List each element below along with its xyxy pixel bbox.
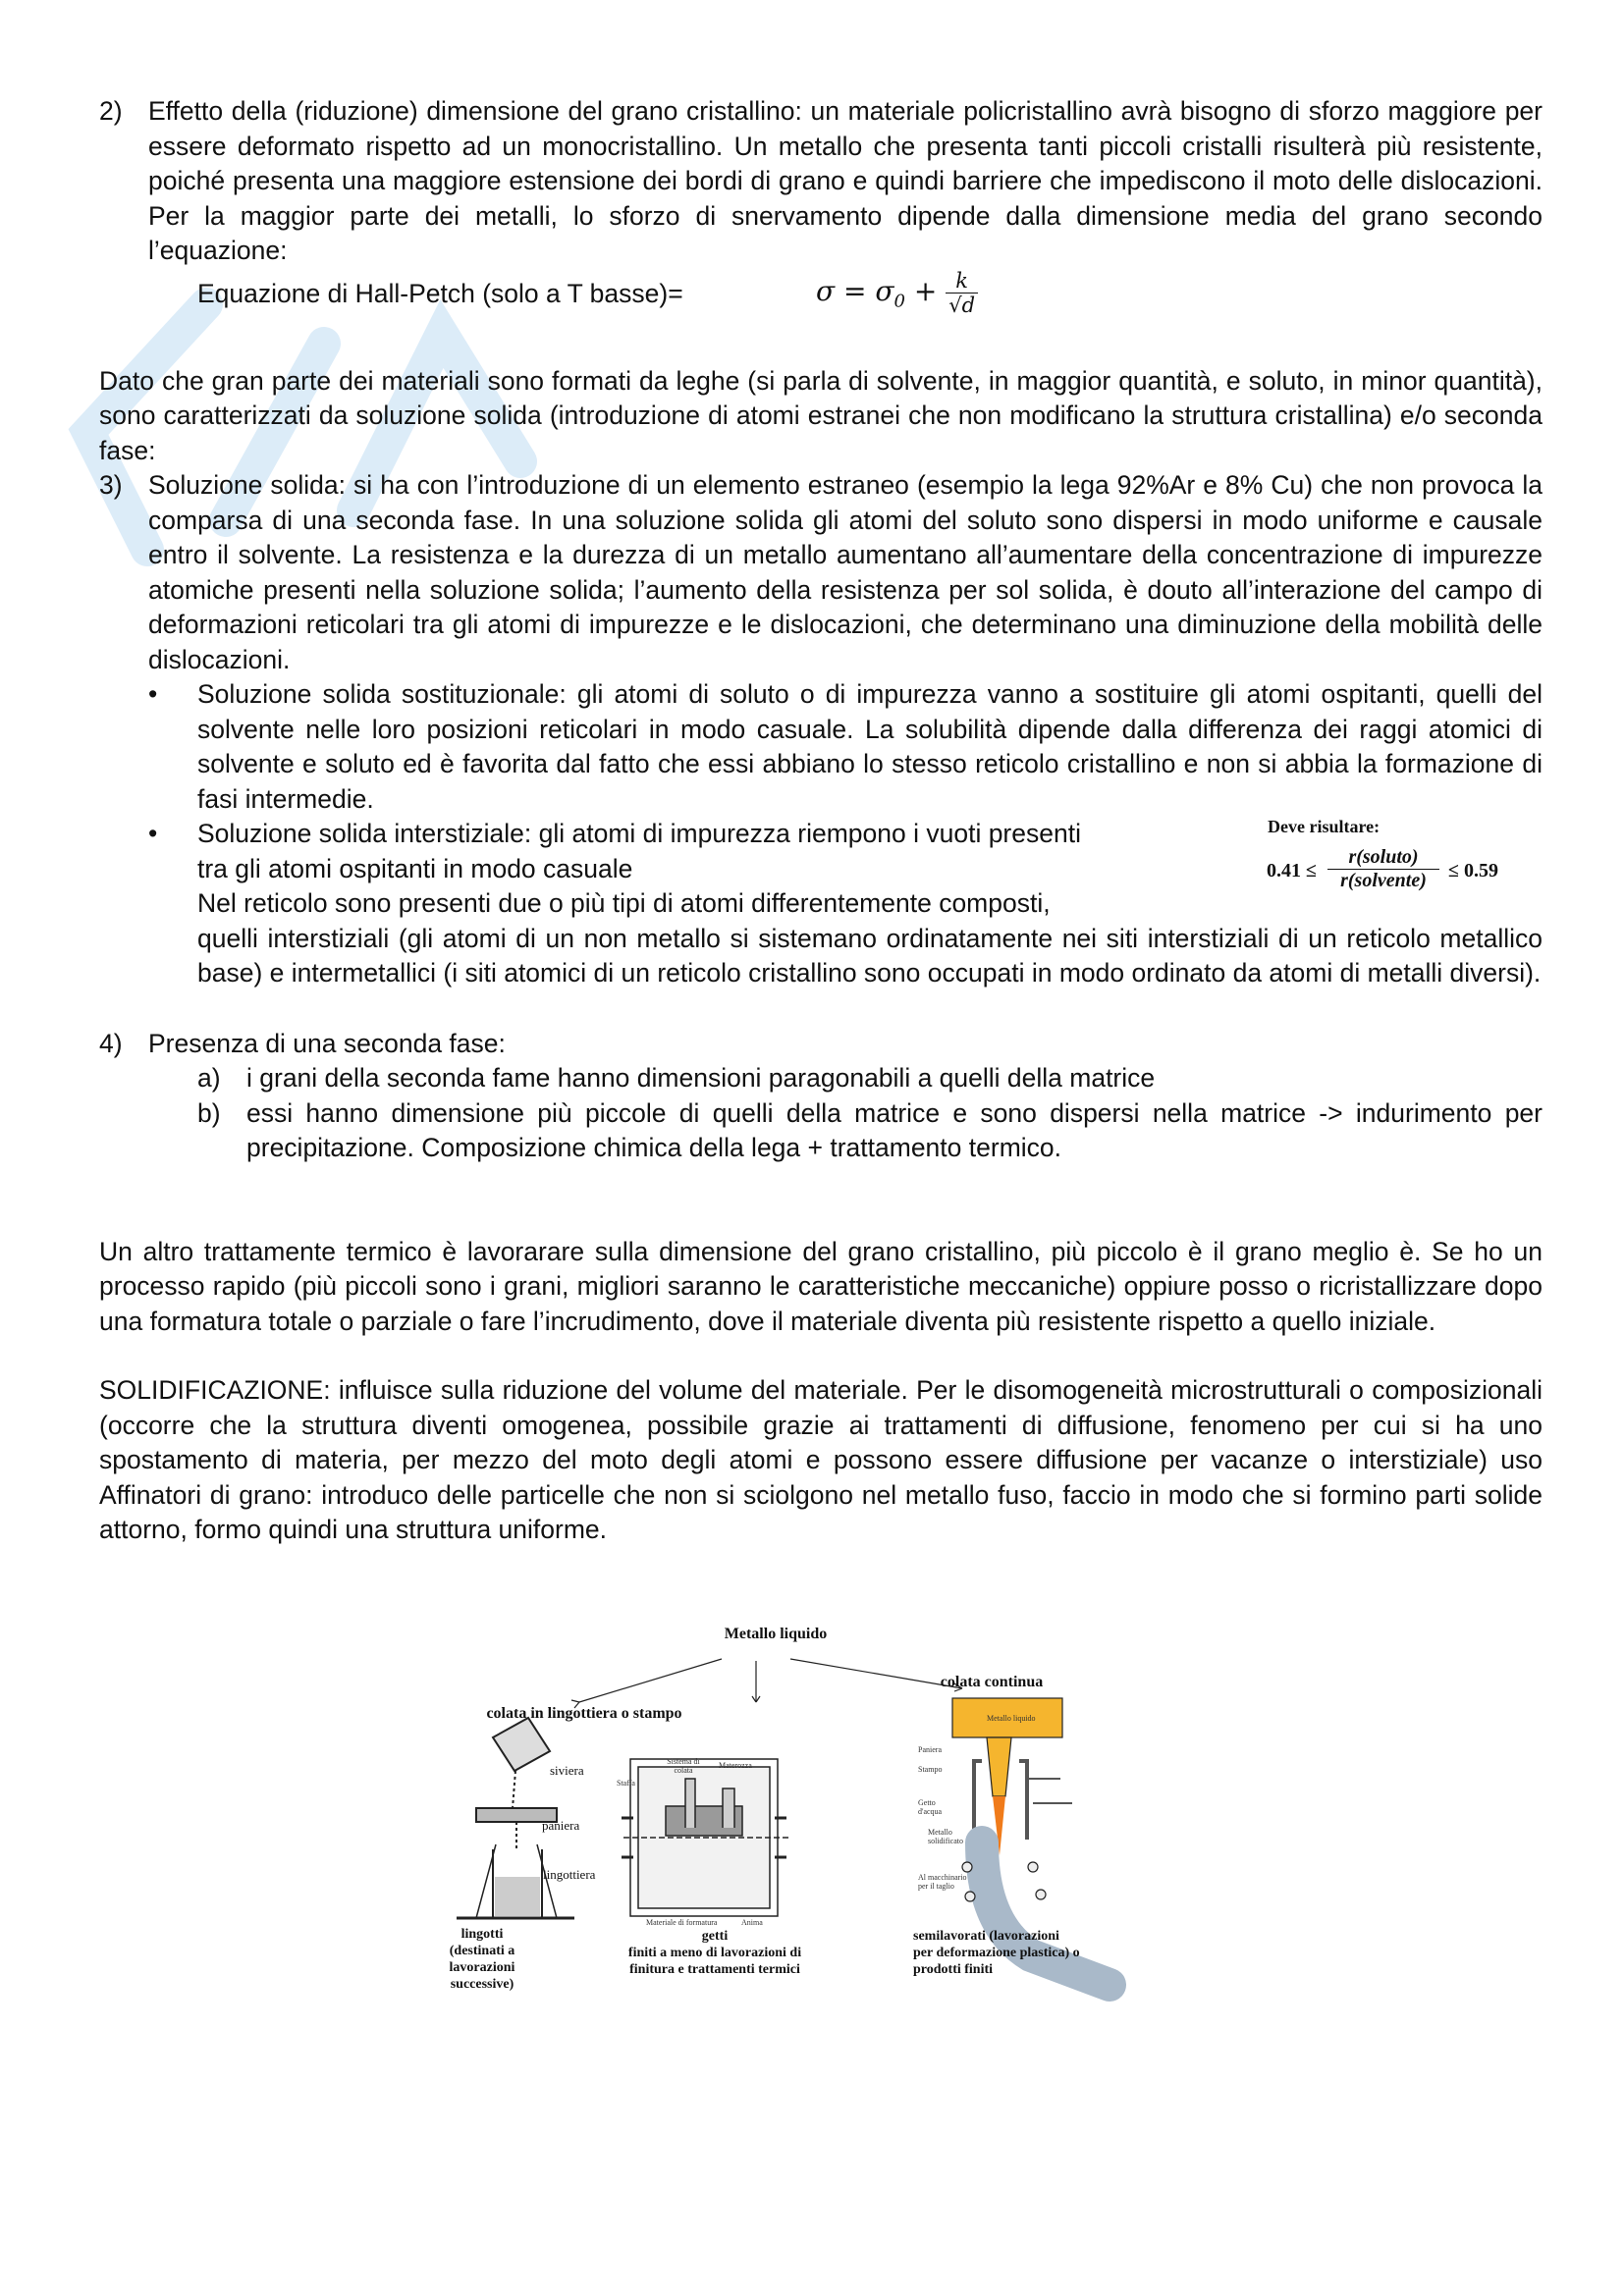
caption-getti: getti finiti a meno di lavorazioni di finitura e trattamenti termici [627,1929,802,1977]
ratio-upper-bound: ≤ 0.59 [1448,860,1498,881]
item-number: 2) [99,96,123,126]
diagram-title: Metallo liquido [724,1626,828,1642]
sub-letter: a) [197,1063,221,1093]
paragraph: Soluzione solida: si ha con l’introduzione di un elemento estraneo (esempio la lega 92%Ar e 8% Cu) che non provoca la comparsa di una seconda fase. In una soluzione solida gli atomi del soluto sono dispersi in modo uniforme e causale entro il solvente. La resistenza e la durezza di un metallo aumentano all’aumentare della concentrazione di impurezze atomiche presenti nella soluzione solida; l’aumento della resistenza per sol solida, è douto all’interazione del campo di deformazioni reticolari tra gli atomi di impurezze e le dislocazioni, che determinano una diminuzione della mobilità delle dislocazioni. [148,470,1543,674]
bullet-text: quelli interstiziali (gli atomi di un non metallo si sistemano ordinatamente nei siti interstiziali di un reticolo metallico base) e intermetallici (i siti atomici di un reticolo cristallino sono occupati in modo ordinato da atomi di metalli diversi). [197,923,1543,988]
bullet-text: Soluzione solida sostituzionale: gli atomi di soluto o di impurezza vanno a sostituire gli atomi ospitanti, quelli del solvente nelle loro posizioni reticolari in modo casuale. La solubilità dipende dalla differenza dei raggi atomici di solvente e soluto ed è favorita dal fatto che essi abbiano lo stesso reticolo cristallino e non si abbia la formazione di fasi intermedie. [197,679,1543,814]
ratio-denominator: r(solvente) [1340,870,1427,891]
label-cc-metallo-solidificato: Metallo solidificato [928,1828,963,1845]
bullet-line: tra gli atomi ospitanti in modo casuale [197,853,633,883]
equation-plus: + [904,274,947,307]
branch-label-continuous: colata continua [940,1674,1044,1690]
ratio-fraction [1327,846,1439,892]
branch-label-mold: colata in lingottiera o stampo [486,1705,682,1722]
label-cc-macchinario: Al macchinario per il taglio [918,1873,967,1891]
bullet-symbol: • [148,679,158,709]
item-number: 3) [99,470,123,500]
caption-lingotti: lingotti (destinati a lavorazioni successive) [449,1927,515,1992]
bullet-symbol: • [148,819,158,848]
label-materiale-formatura: Materiale di formatura [646,1918,718,1927]
sub-letter: b) [197,1097,221,1128]
section-solid-solution [99,468,1543,677]
sub-text: essi hanno dimensione più piccole di quelli della matrice e sono dispersi nella matrice -> indurimento per precipitazione. Composizione chimica della lega + trattamento termico. [246,1097,1543,1162]
paragraph-solidificazione: SOLIDIFICAZIONE: influisce sulla riduzione del volume del materiale. Per le disomogeneità microstrutturali o composizionali (occorre che la struttura diventi omogenea, possibile grazie ai trattamenti di diffusione, fenomeno per cui si ha uno spostamento di materia, per mezzo del moto degli atomi e possono essere diffusione per vacanze o interstiziale) uso Affinatori di grano: introduco delle particelle che non si sciolgono nel metallo fuso, faccio in modo che si formino parti solide attorno, formo quindi una struttura uniforme. [99,1375,1543,1544]
equation-label: Equazione di Hall-Petch (solo a T basse)= [197,278,683,308]
label-lingottiera: lingottiera [543,1867,596,1882]
label-cc-stampo: Stampo [918,1765,943,1774]
sub-item-a [99,1061,1543,1096]
fraction-numerator: k [946,269,978,294]
radius-ratio-box [1262,817,1537,915]
item-number: 4) [99,1028,123,1058]
label-cc-paniera: Paniera [918,1745,942,1754]
bullet-line: Nel reticolo sono presenti due o più tipi di atomi differentemente composti, [197,888,1051,918]
casting-diagram [432,1626,1198,2004]
label-metallo-liquido-small: Metallo liquido [987,1714,1036,1723]
paragraph-leghe: Dato che gran parte dei materiali sono formati da leghe (si parla di solvente, in maggior quantità, e soluto, in minor quantità), sono caratterizzati da soluzione solida (introduzione di atomi estranei che non modificano la struttura cristallina) e/o seconda fase: [99,365,1543,465]
sub-item-b [99,1096,1543,1166]
label-sistema-colata: Sistema di colata [667,1757,700,1775]
equation-fraction [946,269,978,317]
section-second-phase [99,1027,1543,1062]
ratio-lower-bound: 0.41 ≤ [1267,860,1317,881]
bullet-line: Soluzione solida interstiziale: gli atomi di impurezza riempono i vuoti presenti [197,819,1081,848]
label-paniera: paniera [542,1818,580,1833]
label-anima: Anima [741,1918,763,1927]
sub-text: i grani della seconda fame hanno dimensioni paragonabili a quelli della matrice [246,1063,1156,1093]
ratio-numerator: r(soluto) [1327,846,1439,870]
ratio-heading: Deve risultare: [1268,817,1380,836]
label-siviera: siviera [550,1763,584,1778]
label-cc-getto: Getto d'acqua [918,1798,943,1816]
equation-lhs: σ = σ [816,274,894,307]
hall-petch-equation [99,269,1543,330]
paragraph-trattamento: Un altro trattamente termico è lavorarare sulla dimensione del grano cristallino, più piccolo è il grano meglio è. Se ho un processo rapido (più piccoli sono i grani, migliori saranno le caratteristiche meccaniche) oppiure posso o ricristallizzare dopo una formatura totale o parziale o fare l’incrudimento, dove il materiale diventa più resistente rispetto a quello iniziale. [99,1236,1543,1336]
equation-subscript: 0 [893,291,905,312]
section-grain-size [99,94,1543,269]
label-materozza: Materozza [719,1761,752,1770]
paragraph: Effetto della (riduzione) dimensione del grano cristallino: un materiale policristallino avrà bisogno di sforzo maggiore per essere deformato rispetto ad un monocristallino. Un metallo che presenta tanti piccoli cristalli risulterà più resistente, poiché presenta una maggiore estensione dei bordi di grano e quindi barriere che impediscono il moto delle dislocazioni. Per la maggior parte dei metalli, lo sforzo di snervamento dipende dalla dimensione media del grano secondo l’equazione: [148,96,1543,265]
fraction-denominator: √d [948,293,976,317]
paragraph: Presenza di una seconda fase: [148,1028,506,1058]
bullet-substitutional [99,677,1543,817]
equation-formula [816,269,978,319]
caption-semilavorati: semilavorati (lavorazioni per deformazione plastica) o prodotti finiti [913,1929,1080,1977]
label-staffa: Staffa [617,1779,635,1788]
